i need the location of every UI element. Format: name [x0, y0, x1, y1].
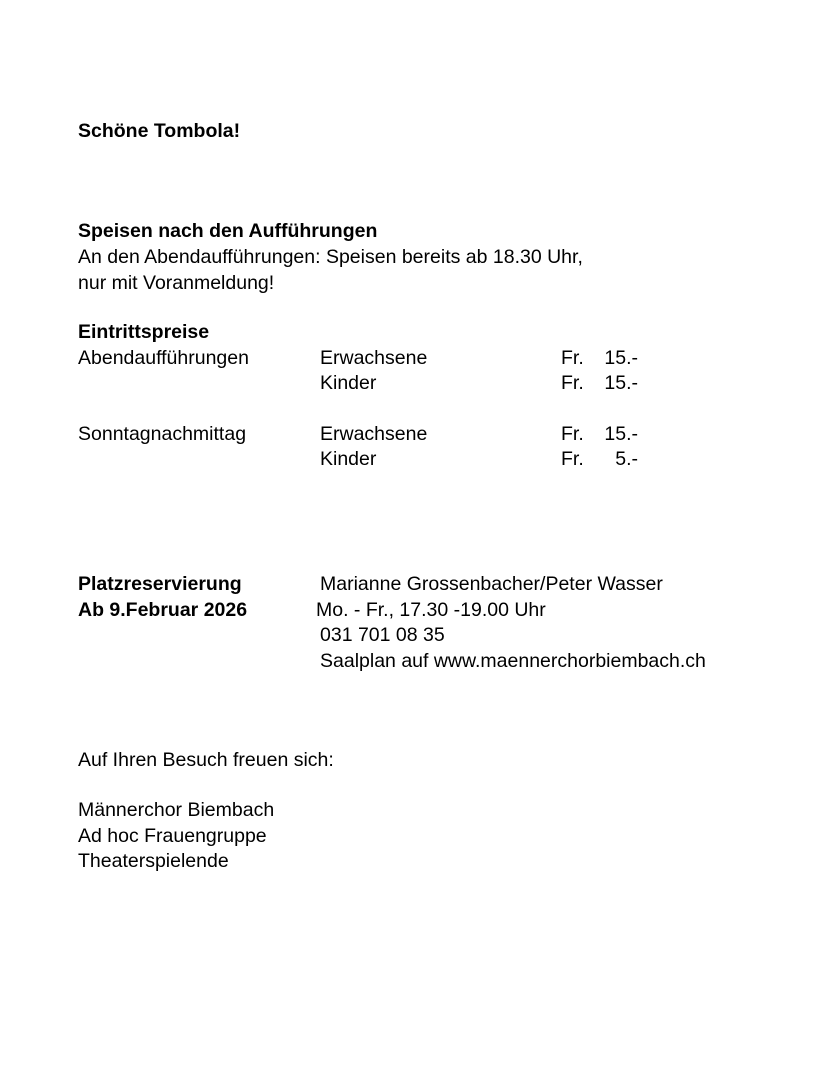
currency: Fr. — [561, 448, 584, 470]
price-group-label-sunday: Sonntagnachmittag — [78, 423, 247, 445]
amount: 15.- — [604, 347, 638, 369]
closing-intro: Auf Ihren Besuch freuen sich: — [78, 749, 334, 771]
price-category-children-evening: Kinder — [320, 372, 377, 394]
reservation-label: Platzreservierung — [78, 573, 242, 595]
price-category-adults-sunday: Erwachsene — [320, 423, 428, 445]
price-value-children-evening — [561, 374, 638, 394]
price-group-label-evening: Abendaufführungen — [78, 347, 249, 369]
price-category-children-sunday: Kinder — [320, 448, 377, 470]
speisen-heading: Speisen nach den Aufführungen — [78, 220, 378, 242]
reservation-hours: Mo. - Fr., 17.30 -19.00 Uhr — [316, 599, 546, 621]
currency: Fr. — [561, 372, 584, 394]
prices-heading: Eintrittspreise — [78, 321, 210, 343]
price-value-adults-evening — [561, 349, 638, 369]
reservation-start-date: Ab 9.Februar 2026 — [78, 599, 248, 621]
price-category-adults-evening: Erwachsene — [320, 347, 428, 369]
price-value-adults-sunday — [561, 425, 638, 445]
amount: 5.- — [615, 448, 638, 470]
signatory-womens-group: Ad hoc Frauengruppe — [78, 825, 267, 847]
speisen-text-line-1: An den Abendaufführungen: Speisen bereits ab 18.30 Uhr, — [78, 246, 583, 268]
currency: Fr. — [561, 423, 584, 445]
speisen-text-line-2: nur mit Voranmeldung! — [78, 272, 275, 294]
signatory-choir: Männerchor Biembach — [78, 799, 275, 821]
reservation-contact: Marianne Grossenbacher/Peter Wasser — [320, 573, 663, 595]
tombola-heading: Schöne Tombola! — [78, 120, 241, 142]
reservation-phone: 031 701 08 35 — [320, 624, 445, 646]
amount: 15.- — [604, 423, 638, 445]
signatory-actors: Theaterspielende — [78, 850, 229, 872]
price-value-children-sunday — [561, 450, 638, 470]
currency: Fr. — [561, 347, 584, 369]
amount: 15.- — [604, 372, 638, 394]
reservation-seating-plan: Saalplan auf www.maennerchorbiembach.ch — [320, 650, 706, 672]
